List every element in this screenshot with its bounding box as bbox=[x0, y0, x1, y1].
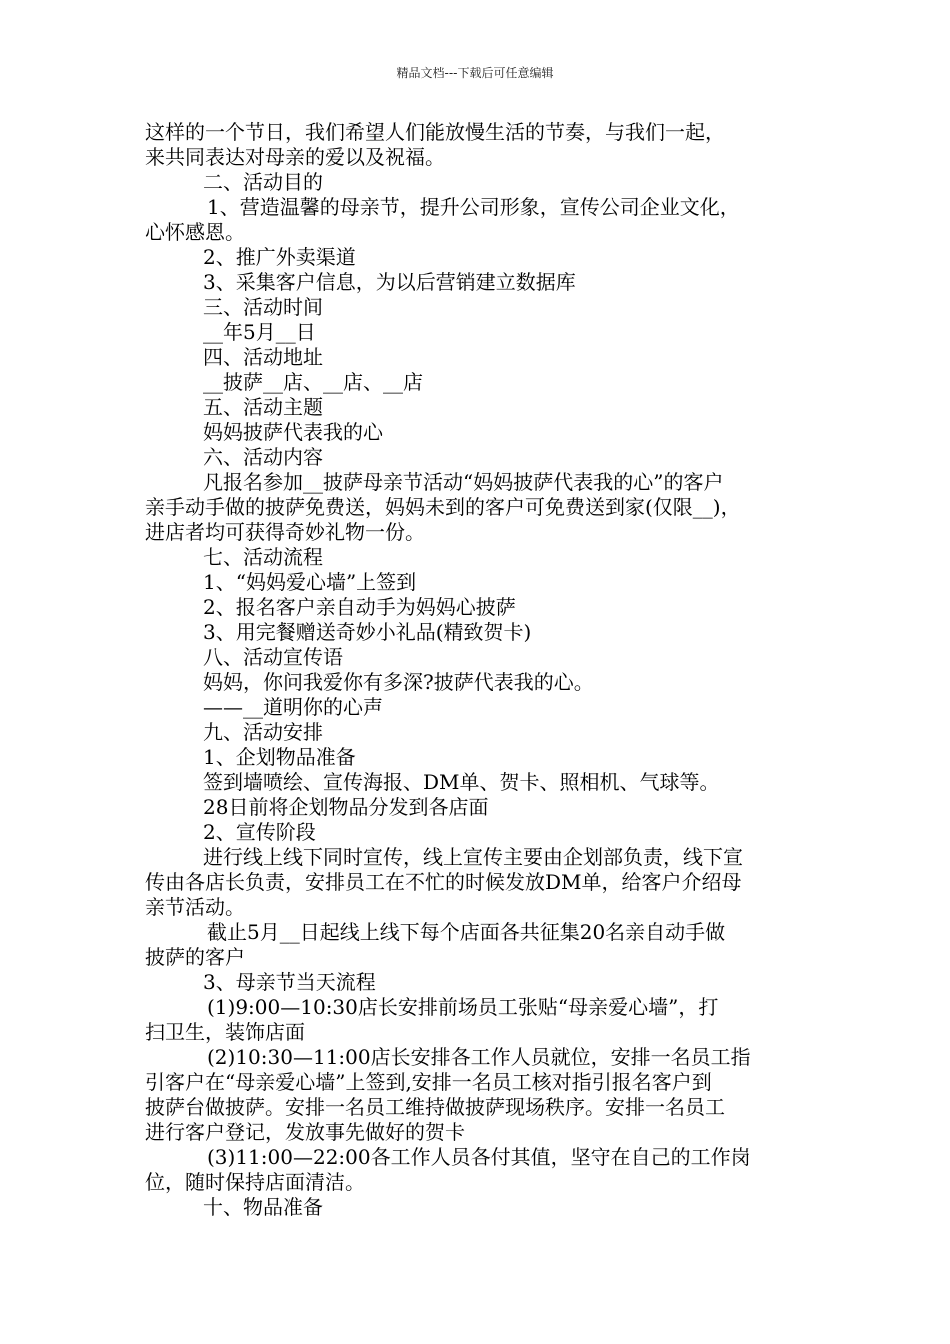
text-line: 引客户在“母亲爱心墙”上签到,安排一名员工核对指引报名客户到 bbox=[145, 1070, 712, 1094]
text-line: 十、物品准备 bbox=[203, 1195, 323, 1219]
text-line: 进店者均可获得奇妙礼物一份。 bbox=[145, 520, 425, 544]
text-line: 三、活动时间 bbox=[203, 295, 323, 319]
text-line: 凡报名参加__披萨母亲节活动“妈妈披萨代表我的心”的客户 bbox=[203, 470, 724, 494]
text-line: 妈妈，你问我爱你有多深?披萨代表我的心。 bbox=[203, 670, 594, 694]
text-line: 3、采集客户信息，为以后营销建立数据库 bbox=[203, 270, 576, 294]
text-line: (2)10:30—11:00店长安排各工作人员就位，安排一名员工指 bbox=[207, 1045, 751, 1069]
text-line: 2、推广外卖渠道 bbox=[203, 245, 356, 269]
text-line: 六、活动内容 bbox=[203, 445, 323, 469]
text-line: 3、母亲节当天流程 bbox=[203, 970, 376, 994]
text-line: ——__道明你的心声 bbox=[203, 695, 383, 719]
text-line: 进行线上线下同时宣传，线上宣传主要由企划部负责，线下宣 bbox=[203, 845, 743, 869]
text-line: 二、活动目的 bbox=[203, 170, 323, 194]
text-line: 1、营造温馨的母亲节，提升公司形象，宣传公司企业文化， bbox=[207, 195, 740, 219]
text-line: (3)11:00—22:00各工作人员各付其值，坚守在自己的工作岗 bbox=[207, 1145, 751, 1169]
text-line: 亲节活动。 bbox=[145, 895, 245, 919]
text-line: 心怀感恩。 bbox=[145, 220, 245, 244]
text-line: 1、企划物品准备 bbox=[203, 745, 356, 769]
text-line: 2、报名客户亲自动手为妈妈心披萨 bbox=[203, 595, 516, 619]
text-line: 这样的一个节日，我们希望人们能放慢生活的节奏，与我们一起， bbox=[145, 120, 725, 144]
text-line: 妈妈披萨代表我的心 bbox=[203, 420, 383, 444]
text-line: 来共同表达对母亲的爱以及祝福。 bbox=[145, 145, 445, 169]
text-line: __年5月__日 bbox=[203, 320, 316, 344]
text-line: 四、活动地址 bbox=[203, 345, 323, 369]
text-line: 亲手动手做的披萨免费送，妈妈未到的客户可免费送到家(仅限__)， bbox=[145, 495, 741, 519]
text-line: 3、用完餐赠送奇妙小礼品(精致贺卡) bbox=[203, 620, 532, 644]
text-line: 扫卫生，装饰店面 bbox=[145, 1020, 305, 1044]
text-line: 八、活动宣传语 bbox=[203, 645, 343, 669]
text-line: 九、活动安排 bbox=[203, 720, 323, 744]
text-line: (1)9:00—10:30店长安排前场员工张贴“母亲爱心墙”，打 bbox=[207, 995, 719, 1019]
text-line: 进行客户登记，发放事先做好的贺卡 bbox=[145, 1120, 465, 1144]
page-header: 精品文档---下载后可任意编辑 bbox=[396, 66, 554, 80]
text-line: 披萨台做披萨。安排一名员工维持做披萨现场秩序。安排一名员工 bbox=[145, 1095, 725, 1119]
text-line: 七、活动流程 bbox=[203, 545, 323, 569]
text-line: 28日前将企划物品分发到各店面 bbox=[203, 795, 489, 819]
text-line: 签到墙喷绘、宣传海报、DM单、贺卡、照相机、气球等。 bbox=[203, 770, 720, 794]
text-line: 截止5月__日起线上线下每个店面各共征集20名亲自动手做 bbox=[207, 920, 726, 944]
text-line: 位，随时保持店面清洁。 bbox=[145, 1170, 365, 1194]
text-line: 披萨的客户 bbox=[145, 945, 245, 969]
text-line: __披萨__店、__店、__店 bbox=[203, 370, 423, 394]
text-line: 1、“妈妈爱心墙”上签到 bbox=[203, 570, 417, 594]
document-body bbox=[145, 120, 815, 1220]
text-line: 传由各店长负责，安排员工在不忙的时候发放DM单，给客户介绍母 bbox=[145, 870, 742, 894]
text-line: 五、活动主题 bbox=[203, 395, 323, 419]
text-line: 2、宣传阶段 bbox=[203, 820, 316, 844]
